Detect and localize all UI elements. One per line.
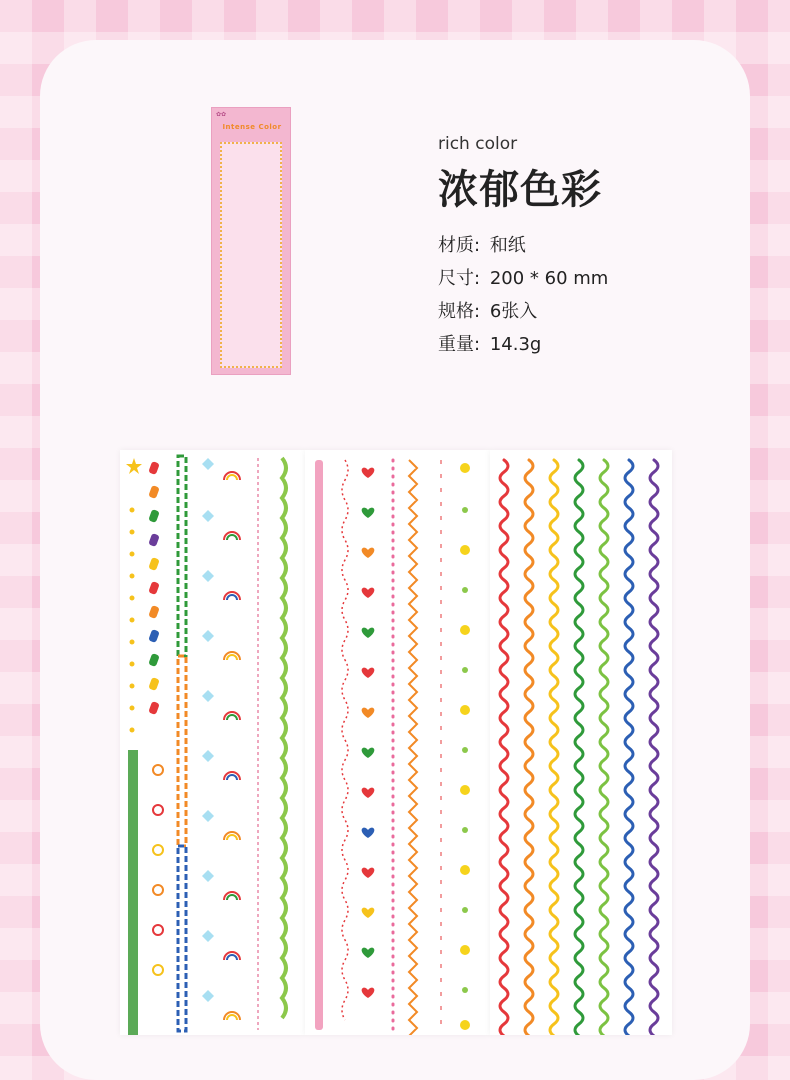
zigzag-strip (409, 460, 417, 1035)
wave-strips (490, 450, 672, 1035)
package-logo (218, 122, 286, 132)
wave-strip (600, 460, 608, 1035)
package-window (220, 142, 282, 368)
diamond-strip (202, 458, 214, 1002)
spec-subtitle: rich color (438, 134, 518, 154)
heart-strip (362, 468, 375, 998)
star-strip (126, 458, 142, 733)
spec-value: 6张入 (489, 301, 538, 322)
wave-strip (550, 460, 558, 1035)
pink-bar (315, 460, 323, 1030)
sticker-sheet-c (490, 450, 672, 1035)
dotted-wave-strip (342, 460, 348, 1020)
spec-label: 尺寸: (438, 268, 481, 289)
spec-value: 14.3g (489, 334, 542, 355)
spec-title: 浓郁色彩 (438, 167, 602, 213)
spec-label: 材质: (438, 235, 481, 256)
sticker-sheet-a-art (120, 450, 305, 1035)
spec-row-spec (438, 295, 608, 328)
wave-strip (625, 460, 633, 1035)
wave-strip (525, 460, 533, 1035)
wave-strip (500, 460, 508, 1035)
spec-label: 规格: (438, 301, 481, 322)
sticker-sheet-b-art (305, 450, 490, 1035)
chain-strip (178, 456, 186, 1031)
spec-panel (438, 134, 608, 361)
spec-value: 和纸 (489, 235, 526, 256)
flower-strip (460, 463, 470, 1030)
spec-label: 重量: (438, 334, 481, 355)
spec-row-size (438, 262, 608, 295)
sticker-sheet-b (305, 450, 490, 1035)
spec-row-material (438, 229, 608, 262)
wave-strip (650, 460, 658, 1035)
hatched-strip (128, 750, 138, 1035)
rainbow-strip (224, 472, 240, 1020)
sticker-sheet-a (120, 450, 305, 1035)
dash-strip (148, 461, 163, 975)
product-package (211, 107, 291, 375)
spec-value: 200 * 60 mm (489, 268, 609, 289)
package-brand: ✿✿ (216, 111, 227, 118)
package-logo-text: Intense Color (222, 123, 282, 131)
scallop-strip (282, 458, 286, 1018)
wave-strip (575, 460, 583, 1035)
spec-row-weight (438, 328, 608, 361)
